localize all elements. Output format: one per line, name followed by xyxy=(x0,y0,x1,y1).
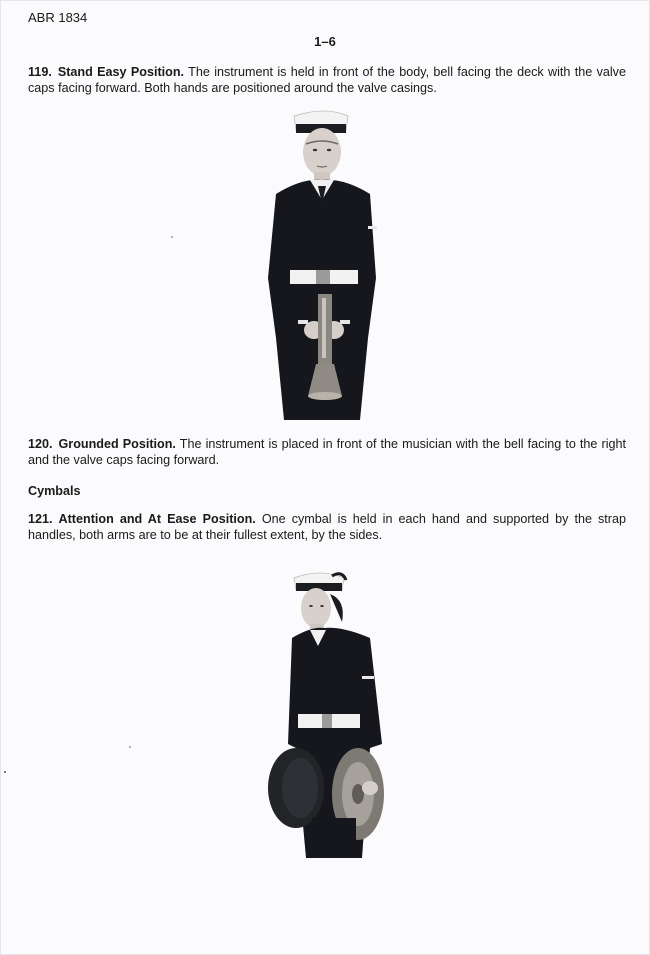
paragraph-121 xyxy=(28,511,626,543)
paragraph-119 xyxy=(28,64,626,96)
paragraph-title: Attention and At Ease Position. xyxy=(58,512,256,526)
scan-speck xyxy=(171,236,173,238)
paragraph-text: One cymbal is held in each hand and supported by the strap handles, both arms are to be at their fullest extent, by the sides. xyxy=(28,512,626,542)
scan-speck xyxy=(129,746,131,748)
paragraph-text: The instrument is held in front of the body, bell facing the deck with the valve caps facing forward. Both hands are positioned around the valve casings. xyxy=(28,65,626,95)
paragraph-120 xyxy=(28,436,626,468)
photo-attention-cymbals xyxy=(266,568,386,860)
scan-speck xyxy=(4,771,6,773)
paragraph-title: Stand Easy Position. xyxy=(57,65,185,79)
document-code: ABR 1834 xyxy=(28,10,88,25)
photo-stand-easy-cornet xyxy=(262,108,390,424)
paragraph-number: 120. xyxy=(28,437,53,451)
paragraph-text: The instrument is placed in front of the musician with the bell facing to the right and the valve caps facing forward. xyxy=(28,437,626,467)
paragraph-number: 121. xyxy=(28,512,53,526)
paragraph-title: Grounded Position. xyxy=(58,437,176,451)
section-heading-cymbals: Cymbals xyxy=(28,484,81,498)
page-number: 1–6 xyxy=(314,34,336,49)
paragraph-number: 119. xyxy=(28,65,52,79)
